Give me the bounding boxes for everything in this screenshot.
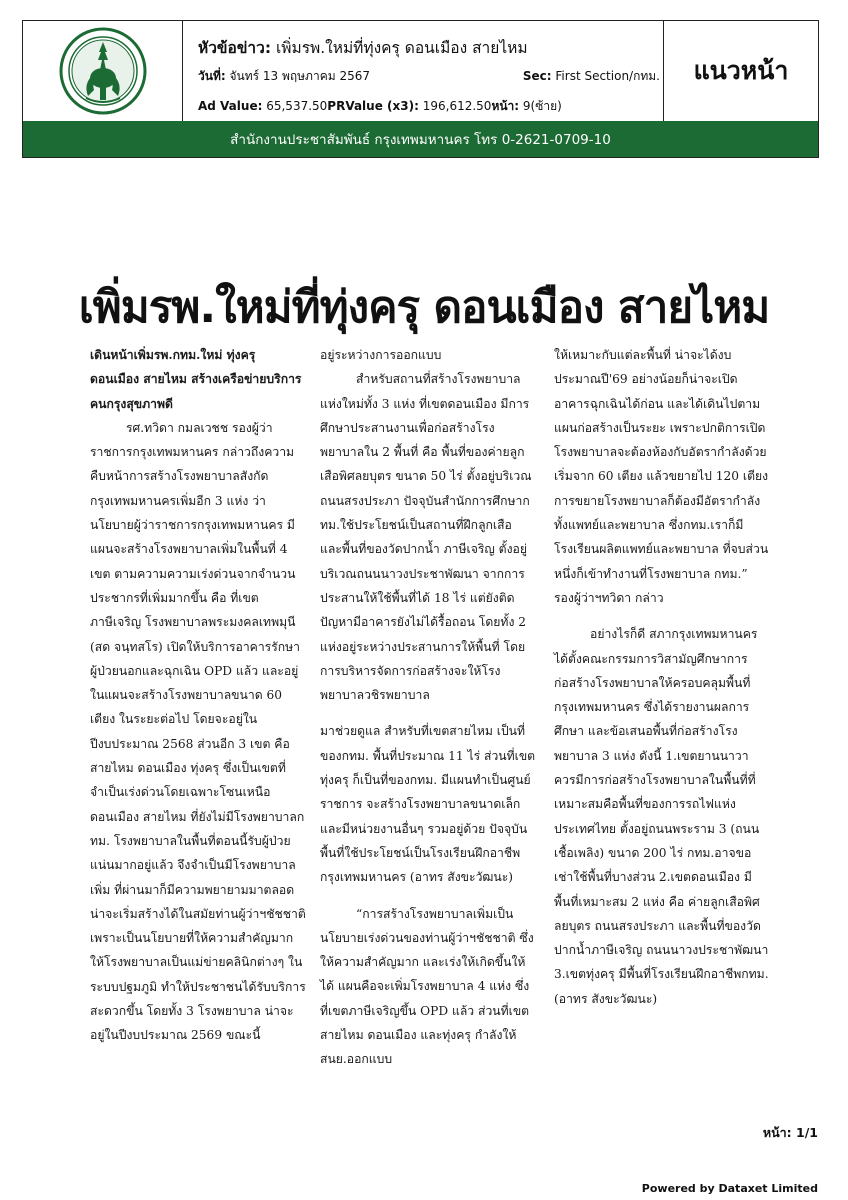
article-paragraph-text: รศ.ทวิดา กมลเวชช รองผู้ว่าราชการกรุงเทพมหานคร กล่าวถึงความคืบหน้าการสร้างโรงพยาบาลสังกัดกรุงเทพมหานครเพิ่มอีก 3 แห่ง ว่า นโยบายผู้ว่าราชการกรุงเทพมหานคร มีแผนจะสร้างโรงพยาบาลเพิ่มในพื้นที่ 4 เขต ตามความความเร่งด่วนจากจำนวนประชากรที่เพิ่มมากขึ้น คือ ที่เขตภาษีเจริญ โรงพยาบาลพระมงคลเทพมุนี (สด จนฺทสโร) เปิดให้บริการอาคารรักษาผู้ป่วยนอกและฉุกเฉิน OPD แล้ว และอยู่ในแผนจะสร้างโรงพยาบาลขนาด 60 เตียง ในระยะต่อไป โดยจะอยู่ในปีงบประมาณ 2568 ส่วนอีก 3 เขต คือ สายไหม ดอนเมือง ทุ่งครุ ซึ่งเป็นเขตที่จำเป็นเร่งด่วนโดยเฉพาะโซนเหนือ ดอนเมือง สายไหม ที่ยังไม่มีโรงพยาบาลกทม. โรงพยาบาลในพื้นที่ตอนนี้รับผู้ป่วยแน่นมากอยู่แล้ว จึงจำเป็นมีโรงพยาบาลเพิ่ม ที่ผ่านมาก็มีความพยายามมาตลอด น่าจะเริ่มสร้างได้ในสมัยท่านผู้ว่าฯชัชชาติ เพราะเป็นนโยบายที่ให้ความสำคัญมาก ให้โรงพยาบาลเป็นแม่ข่ายคลินิกต่างๆ ในระบบปฐมภูมิ ทำให้ประชาชนได้รับบริการสะดวกขึ้น โดยทั้ง 3 โรงพยาบาล น่าจะอยู่ในปีงบประมาณ 2569 ขณะนี้: [90, 420, 306, 1043]
publication-name: แนวหน้า: [693, 56, 789, 85]
article-paragraph: [554, 343, 770, 610]
article-paragraph-text: เดินหน้าเพิ่มรพ.กทม.ใหม่ ทุ่งครุ ดอนเมือง สายไหม สร้างเครือข่ายบริการคนกรุงสุขภาพดี: [90, 348, 302, 411]
powered-by: Powered by Dataxet Limited: [641, 1182, 818, 1195]
article-title: เพิ่มรพ.ใหม่ที่ทุ่งครุ ดอนเมือง สายไหม: [78, 282, 770, 333]
clipping-info: [198, 21, 668, 121]
page-label: หน้า:: [491, 99, 520, 113]
article-paragraph: [320, 902, 536, 1072]
clipping-header: [22, 20, 819, 158]
article-column-1: [90, 343, 306, 1048]
meta-row: [198, 67, 668, 86]
headline-label: หัวข้อข่าว:: [198, 39, 272, 57]
office-bar: [23, 121, 818, 157]
page-value: 9(ซ้าย): [522, 99, 562, 113]
article-paragraph-text: “การสร้างโรงพยาบาลเพิ่มเป็นนโยบายเร่งด่วนของท่านผู้ว่าฯชัชชาติ ซึ่งให้ความสำคัญมาก และเร่งให้เกิดขึ้นให้ได้ แผนคือจะเพิ่มโรงพยาบาล 4 แห่ง ซึ่งที่เขตภาษีเจริญขึ้น OPD แล้ว ส่วนที่เขตสายไหม ดอนเมือง และทุ่งครุ กำลังให้ สนย.ออกแบบ: [320, 906, 534, 1067]
article-paragraph: [320, 343, 536, 367]
bangkok-seal-icon: [58, 26, 148, 116]
date-value: จันทร์ 13 พฤษภาคม 2567: [229, 69, 370, 83]
section-label: Sec:: [522, 69, 552, 83]
headline-value: เพิ่มรพ.ใหม่ที่ทุ่งครุ ดอนเมือง สายไหม: [275, 39, 528, 57]
article-paragraph-text: มาช่วยดูแล สำหรับที่เขตสายไหม เป็นที่ของกทม. พื้นที่ประมาณ 11 ไร่ ส่วนที่เขตทุ่งครุ ก็เป็นที่ของกทม. มีแผนทำเป็นศูนย์ราชการ จะสร้างโรงพยาบาลขนาดเล็ก และมีหน่วยงานอื่นๆ รวมอยู่ด้วย ปัจจุบันพื้นที่ใช้ประโยชน์เป็นโรงเรียนฝึกอาชีพกรุงเทพมหานคร (อาทร สังขะวัฒนะ): [320, 724, 536, 885]
article-paragraph-text: อย่างไรก็ดี สภากรุงเทพมหานคร ได้ตั้งคณะกรรมการวิสามัญศึกษาการก่อสร้างโรงพยาบาลให้ครอบคลุมพื้นที่กรุงเทพมหานคร ซึ่งได้รายงานผลการศึกษา และข้อเสนอพื้นที่ก่อสร้างโรงพยาบาล 3 แห่ง ดังนี้ 1.เขตยานนาวา ควรมีการก่อสร้างโรงพยาบาลในพื้นที่ที่เหมาะสมคือพื้นที่ของการรถไฟแห่งประเทศไทย ตั้งอยู่ถนนพระราม 3 (ถนนเชื้อเพลิง) ขนาด 200 ไร่ กทม.อาจขอเช่าใช้พื้นที่บางส่วน 2.เขตดอนเมือง มีพื้นที่เหมาะสม 2 แห่ง คือ ค่ายลูกเสือพิศลยบุตร ถนนสรงประภา และพื้นที่ของวัดปากน้ำภาษีเจริญ ถนนนาวงประชาพัฒนา 3.เขตทุ่งครุ มีพื้นที่โรงเรียนฝึกอาชีพกทม. (อาทร สังขะวัฒนะ): [554, 627, 769, 1006]
article-paragraph: [320, 367, 536, 707]
article-paragraph-text: สำหรับสถานที่สร้างโรงพยาบาลแห่งใหม่ทั้ง 3 แห่ง ที่เขตดอนเมือง มีการศึกษาประสานงานเพื่อก่อสร้างโรงพยาบาลใน 2 พื้นที่ คือ พื้นที่ของค่ายลูกเสือพิศลยบุตร ขนาด 50 ไร่ ตั้งอยู่บริเวณถนนสรงประภา ปัจจุบันสำนักการศึกษากทม.ใช้ประโยชน์เป็นสถานที่ฝึกลูกเสือ และพื้นที่ของวัดปากน้ำ ภาษีเจริญ ตั้งอยู่บริเวณถนนนาวงประชาพัฒนา จากการประสานให้ใช้พื้นที่ได้ 18 ไร่ แต่ยังติดปัญหามีอาคารยังไม่ได้รื้อถอน โดยทั้ง 2 แห่งอยู่ระหว่างประสานการให้พื้นที่ โดยการบริหารจัดการก่อสร้างจะให้โรงพยาบาลวชิรพยาบาล: [320, 372, 532, 703]
headline-row: [198, 35, 528, 60]
article-paragraph-text: อยู่ระหว่างการออกแบบ: [320, 348, 442, 362]
ad-value-label: Ad Value:: [198, 99, 263, 113]
page-number: [763, 1123, 818, 1143]
pr-value: 196,612.50: [422, 99, 492, 113]
article-paragraph: [90, 416, 306, 1048]
article-paragraph: [90, 343, 306, 416]
value-row: [198, 97, 562, 116]
article-paragraph: [320, 719, 536, 889]
article-column-2: [320, 343, 536, 1072]
date-label: วันที่:: [198, 69, 226, 83]
publication-cell: [663, 21, 818, 121]
ad-value: 65,537.50: [266, 99, 328, 113]
article-paragraph-text: ให้เหมาะกับแต่ละพื้นที่ น่าจะได้งบประมาณปี'69 อย่างน้อยก็น่าจะเปิดอาคารฉุกเฉินได้ก่อน และได้เดินไปตามแผนก่อสร้างเป็นระยะ เพราะปกติการเปิดโรงพยาบาลจะต้องห้องกับอัตรากำลังด้วย เริ่มจาก 60 เตียง แล้วขยายไป 120 เตียง การขยายโรงพยาบาลก็ต้องมีอัตรากำลังทั้งแพทย์และพยาบาล ซึ่งกทม.เราก็มีโรงเรียนผลิตแพทย์และพยาบาล ที่จบส่วนหนึ่งก็เข้าทำงานที่โรงพยาบาล กทม.” รองผู้ว่าฯทวิดา กล่าว: [554, 348, 769, 605]
section-value: First Section/กทม.: [555, 69, 660, 83]
section-info: [523, 67, 660, 86]
article-paragraph: [554, 622, 770, 1011]
office-contact: สำนักงานประชาสัมพันธ์ กรุงเทพมหานคร โทร 0-2621-0709-10: [230, 132, 611, 148]
pr-value-label: PRValue (x3):: [327, 99, 419, 113]
page-number-label: หน้า:: [762, 1125, 792, 1140]
article-column-3: [554, 343, 770, 1011]
logo-cell: [23, 21, 183, 121]
page-number-value: 1/1: [796, 1125, 818, 1140]
